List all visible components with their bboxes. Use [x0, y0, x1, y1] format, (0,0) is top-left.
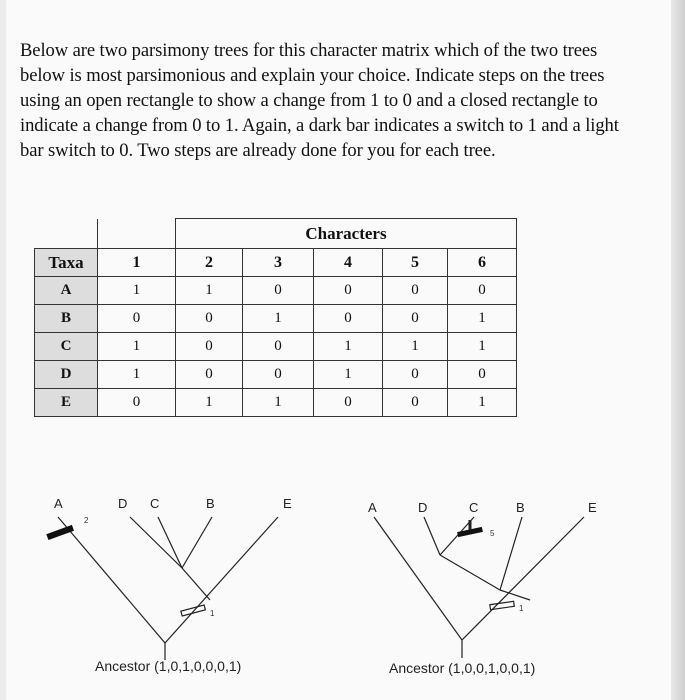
table-row [35, 361, 517, 389]
value-cell: 0 [314, 305, 383, 333]
value-cell: 0 [314, 389, 383, 417]
taxon-cell: B [35, 305, 98, 333]
question-text [20, 38, 685, 163]
tree2-tip: A [368, 500, 377, 515]
value-cell: 0 [98, 389, 176, 417]
tree2-branch-dcb [500, 590, 530, 600]
character-header: 3 [243, 249, 314, 277]
parsimony-trees-figure [0, 480, 685, 690]
value-cell: 1 [176, 389, 243, 417]
tree1-tip: A [54, 496, 63, 511]
value-cell: 0 [176, 361, 243, 389]
value-cell: 1 [448, 305, 517, 333]
tree1-tip: C [150, 496, 160, 511]
value-cell: 1 [176, 277, 243, 305]
value-cell: 0 [383, 389, 448, 417]
value-cell: 0 [448, 277, 517, 305]
tree1-closed-step [47, 526, 73, 540]
value-cell: 0 [176, 305, 243, 333]
taxon-cell: A [35, 277, 98, 305]
tree2-branch-d [424, 517, 440, 555]
tree1-branch-c [158, 517, 182, 568]
tree2-step-number: 1 [519, 604, 524, 613]
character-matrix-table [34, 218, 517, 417]
characters-header: Characters [176, 219, 517, 249]
value-cell: 0 [383, 305, 448, 333]
value-cell: 0 [448, 361, 517, 389]
tree1-step-number: 1 [210, 609, 215, 618]
value-cell: 1 [448, 389, 517, 417]
tree1-branch-b [182, 517, 212, 568]
tree1-branch-d [130, 517, 182, 568]
taxa-header: Taxa [35, 249, 98, 277]
tree2-tip: C [469, 500, 479, 515]
tree2-tip: E [588, 500, 597, 515]
value-cell: 0 [314, 277, 383, 305]
tree1-open-step [181, 605, 205, 616]
table-row [35, 305, 517, 333]
value-cell: 0 [98, 305, 176, 333]
question-line: Below are two parsimony trees for this character matrix which of the two trees [20, 40, 598, 61]
value-cell: 1 [98, 361, 176, 389]
tree1-branch-e [165, 517, 278, 643]
value-cell: 0 [383, 361, 448, 389]
tree1-tip: B [206, 496, 215, 511]
value-cell: 1 [243, 389, 314, 417]
tree1-branch-dcb [182, 568, 210, 600]
taxon-cell: C [35, 333, 98, 361]
value-cell: 0 [243, 361, 314, 389]
question-line: bar switch to 0. Two steps are already done for you for each tree. [20, 140, 496, 161]
tree1-tip: E [283, 496, 292, 511]
value-cell: 1 [383, 333, 448, 361]
tree2-branch-b [500, 517, 522, 590]
table-row [35, 389, 517, 417]
value-cell: 0 [383, 277, 448, 305]
value-cell: 0 [243, 277, 314, 305]
tree-1 [47, 517, 278, 660]
tree-2 [374, 517, 584, 658]
value-cell: 1 [98, 333, 176, 361]
value-cell: 1 [314, 361, 383, 389]
value-cell: 0 [176, 333, 243, 361]
character-header: 4 [314, 249, 383, 277]
taxon-cell: D [35, 361, 98, 389]
character-header: 5 [383, 249, 448, 277]
tree1-tip: D [118, 496, 128, 511]
question-line: using an open rectangle to show a change from 1 to 0 and a closed rectangle to [20, 90, 598, 111]
character-header: 2 [176, 249, 243, 277]
table-row [35, 277, 517, 305]
tree2-tip: D [418, 500, 428, 515]
question-line: below is most parsimonious and explain your choice. Indicate steps on the trees [20, 65, 605, 86]
character-header: 1 [98, 249, 176, 277]
tree2-ancestor-label: Ancestor (1,0,0,1,0,0,1) [389, 660, 536, 676]
value-cell: 1 [314, 333, 383, 361]
tree2-tip: B [516, 500, 525, 515]
value-cell: 1 [243, 305, 314, 333]
question-line: indicate a change from 0 to 1. Again, a dark bar indicates a switch to 1 and a light [20, 115, 619, 136]
tree2-branch-dc [440, 555, 500, 590]
table-row [35, 333, 517, 361]
tree2-step-number: 5 [490, 529, 495, 538]
tree2-branch-a [374, 517, 462, 640]
tree1-ancestor-label: Ancestor (1,0,1,0,0,0,1) [95, 658, 242, 674]
table-super-header-row [35, 219, 517, 249]
character-header: 6 [448, 249, 517, 277]
value-cell: 1 [448, 333, 517, 361]
value-cell: 0 [243, 333, 314, 361]
table-header-row [35, 249, 517, 277]
taxon-cell: E [35, 389, 98, 417]
tree1-step-number: 2 [84, 516, 89, 525]
value-cell: 1 [98, 277, 176, 305]
